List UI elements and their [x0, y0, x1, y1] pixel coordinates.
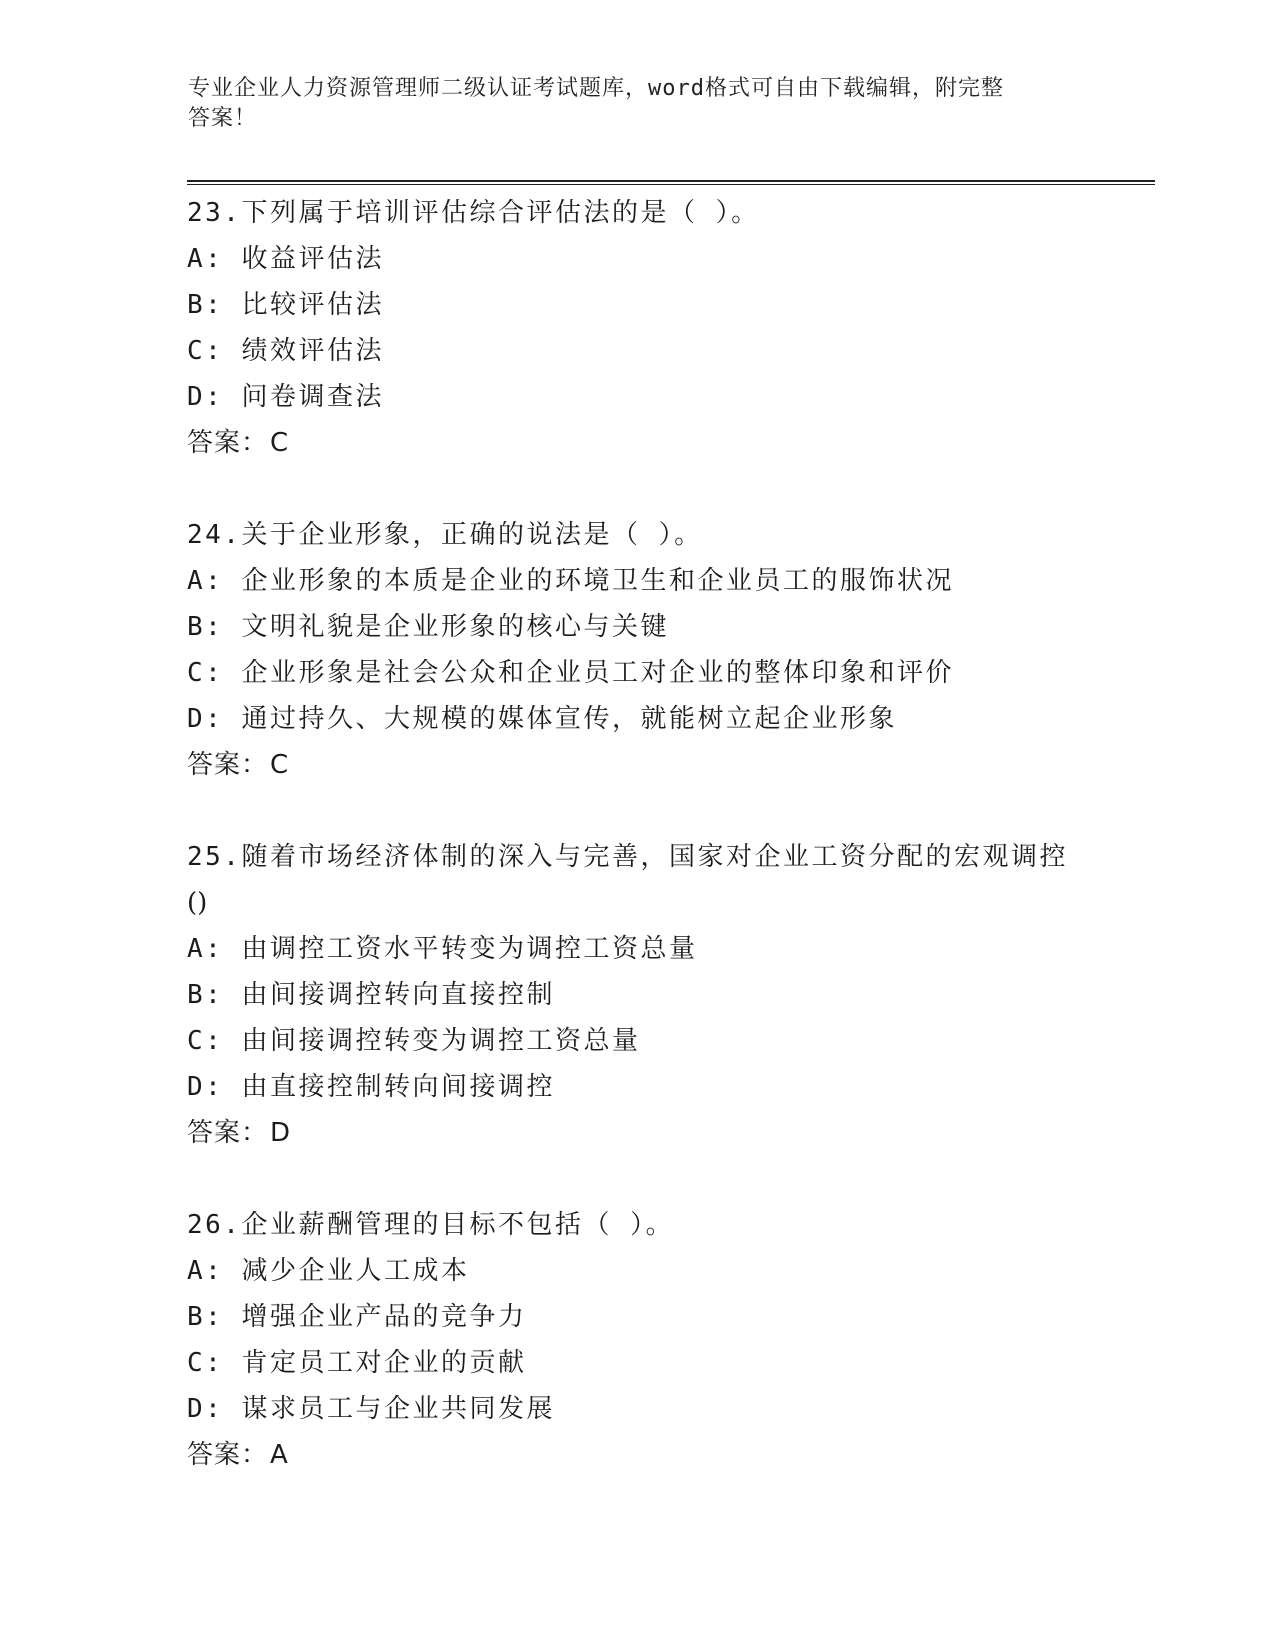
answer-value: C	[270, 428, 290, 458]
answer-value: A	[270, 1440, 289, 1470]
option-a: A: 减少企业人工成本	[187, 1256, 470, 1286]
option-d: D: 问卷调查法	[187, 382, 384, 412]
option-b: B: 文明礼貌是企业形象的核心与关键	[187, 612, 669, 642]
option-c: C: 绩效评估法	[187, 336, 384, 366]
answer-line	[187, 1110, 1147, 1156]
answer-label: 答案：	[187, 428, 269, 458]
question-text-continuation: ()	[187, 888, 208, 918]
answer-line	[187, 420, 1147, 466]
option-c: C: 由间接调控转变为调控工资总量	[187, 1026, 641, 1056]
answer-label: 答案：	[187, 1440, 269, 1470]
option-d: D: 通过持久、大规模的媒体宣传，就能树立起企业形象	[187, 704, 897, 734]
option-b: B: 比较评估法	[187, 290, 384, 320]
answer-label: 答案：	[187, 750, 269, 780]
answer-line	[187, 742, 1147, 788]
question-24	[187, 512, 1147, 788]
option-b: B: 由间接调控转向直接控制	[187, 980, 555, 1010]
answer-label: 答案：	[187, 1118, 269, 1148]
question-26	[187, 1202, 1147, 1478]
option-a: A: 企业形象的本质是企业的环境卫生和企业员工的服饰状况	[187, 566, 954, 596]
option-c: C: 企业形象是社会公众和企业员工对企业的整体印象和评价	[187, 658, 954, 688]
question-text: 24.关于企业形象，正确的说法是（ ）。	[187, 520, 703, 550]
option-a: A: 由调控工资水平转变为调控工资总量	[187, 934, 698, 964]
question-text: 25.随着市场经济体制的深入与完善，国家对企业工资分配的宏观调控	[187, 842, 1068, 872]
header-line-1: 专业企业人力资源管理师二级认证考试题库，word格式可自由下载编辑，附完整	[188, 76, 1004, 101]
option-d: D: 谋求员工与企业共同发展	[187, 1394, 555, 1424]
document-header	[188, 74, 1088, 134]
answer-value: C	[270, 750, 290, 780]
option-d: D: 由直接控制转向间接调控	[187, 1072, 555, 1102]
option-b: B: 增强企业产品的竞争力	[187, 1302, 527, 1332]
question-text: 26.企业薪酬管理的目标不包括（ ）。	[187, 1210, 675, 1240]
option-c: C: 肯定员工对企业的贡献	[187, 1348, 527, 1378]
question-23	[187, 190, 1147, 466]
answer-value: D	[270, 1118, 292, 1148]
question-text: 23.下列属于培训评估综合评估法的是（ ）。	[187, 198, 760, 228]
question-list	[187, 190, 1147, 1524]
answer-line	[187, 1432, 1147, 1478]
header-divider	[187, 180, 1155, 185]
header-line-2: 答案！	[188, 106, 258, 131]
option-a: A: 收益评估法	[187, 244, 384, 274]
question-25	[187, 834, 1147, 1156]
